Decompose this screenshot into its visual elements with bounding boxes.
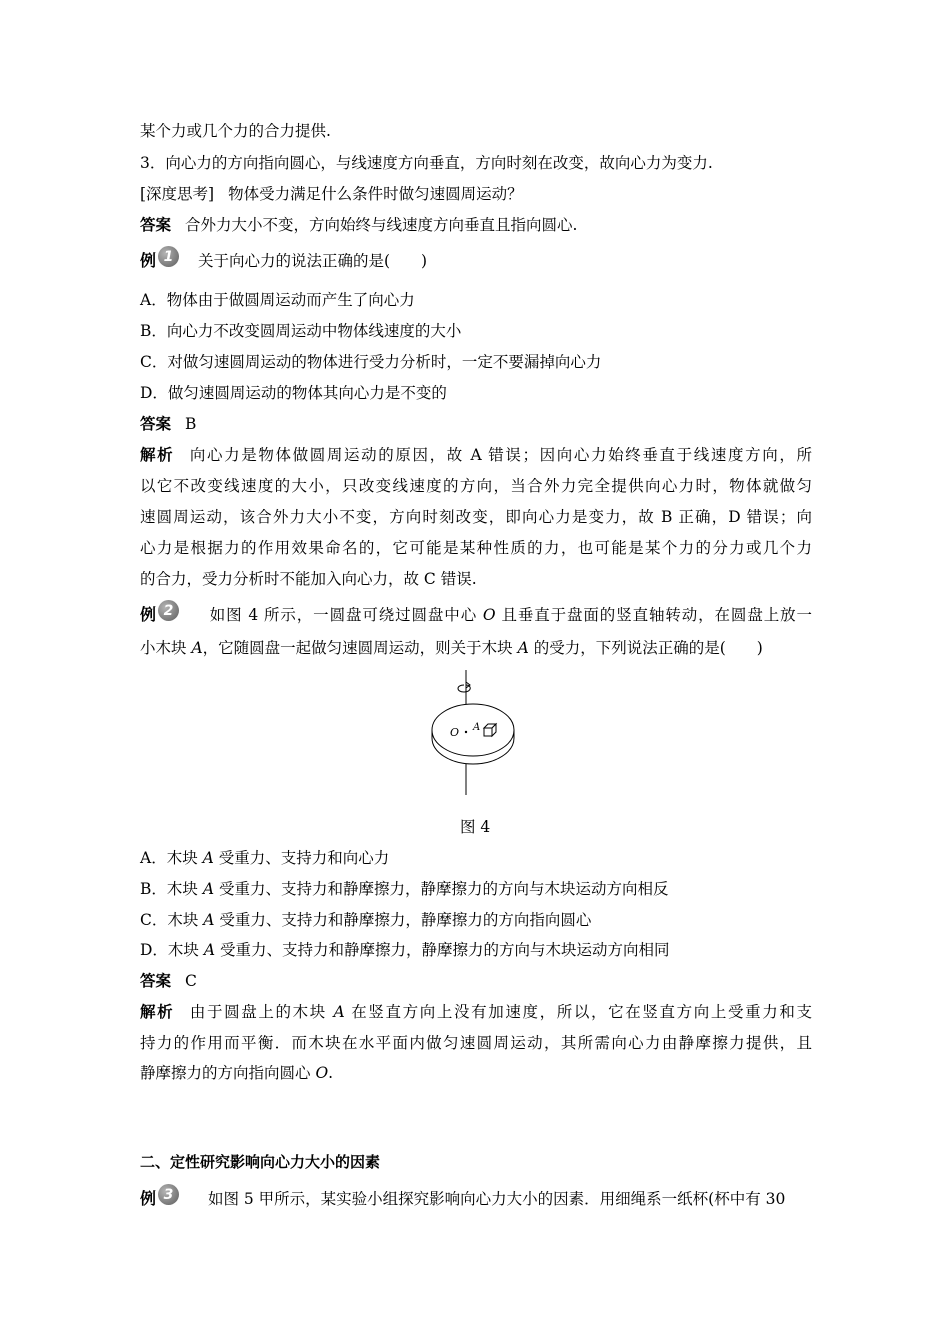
question-text: 小木块 [140,639,192,657]
example-1-question: 关于向心力的说法正确的是( ) [197,252,428,270]
example-label: 例 [140,251,157,270]
option-text: 受重力、支持力和向心力 [213,849,390,867]
option-c: C．对做匀速圆周运动的物体进行受力分析时，一定不要漏掉向心力 [140,353,602,371]
variable-a: A [203,911,215,929]
example-3-heading [140,1188,785,1210]
analysis-text: 静摩擦力的方向指向圆心 [140,1064,316,1082]
answer-line [140,970,197,992]
label-o: O [450,726,460,739]
example-number-badge: 3 [158,1184,179,1205]
analysis-line: 心力是根据力的作用效果命名的，它可能是某种性质的力，也可能是某个力的分力或几个力 [140,539,812,557]
deep-thinking-question: 物体受力满足什么条件时做匀速圆周运动？ [228,185,523,203]
option-text: A．木块 [140,849,203,867]
question-text: 如图 4 所示，一圆盘可绕过圆盘中心 [208,606,483,624]
option-text: 受重力、支持力和静摩擦力，静摩擦力的方向指向圆心 [214,911,592,929]
question-text: 的受力，下列说法正确的是( ) [528,639,763,657]
text-line: 3．向心力的方向指向圆心，与线速度方向垂直，方向时刻在改变，故向心力为变力. [140,154,713,172]
option-text: C．木块 [140,911,204,929]
label-a: A [473,722,481,733]
wooden-block [484,724,496,736]
option-text: 受重力、支持力和静摩擦力，静摩擦力的方向与木块运动方向相同 [215,941,670,959]
answer-value: C [185,972,197,990]
analysis-line: 以它不改变线速度的大小，只改变线速度的方向，当合外力完全提供向心力时，物体就做匀 [140,477,812,495]
option-text: B．木块 [140,880,203,898]
analysis-line: 速圆周运动，该合外力大小不变，方向时刻改变，即向心力是变力，故 B 正确，D 错误；向 [140,508,812,526]
example-label: 例 [140,1189,157,1208]
option-d [140,939,670,961]
example-2-heading [140,604,812,626]
answer-line [140,214,577,236]
answer-tag: 答案 [140,215,172,234]
variable-o: O [315,1064,329,1082]
variable-a: A [333,1003,345,1021]
analysis-text: 在竖直方向上没有加速度，所以，它在竖直方向上受重力和支 [344,1003,812,1021]
variable-o: O [482,606,496,624]
analysis-tag: 解析 [140,1002,175,1021]
analysis-line: 的合力，受力分析时不能加入向心力，故 C 错误. [140,570,477,588]
variable-a: A [191,639,203,657]
option-a: A．物体由于做圆周运动而产生了向心力 [140,291,415,309]
analysis-line: 持力的作用而平衡．而木块在水平面内做匀速圆周运动，其所需向心力由静摩擦力提供，且 [140,1034,812,1052]
question-text: ，它随圆盘一起做匀速圆周运动，则关于木块 [202,639,518,657]
option-b: B．向心力不改变圆周运动中物体线速度的大小 [140,322,462,340]
option-d: D．做匀速圆周运动的物体其向心力是不变的 [140,384,447,402]
option-a [140,847,389,869]
analysis-line [140,1062,333,1084]
section-2-title: 二、定性研究影响向心力大小的因素 [140,1153,381,1171]
analysis-text: 由于圆盘上的木块 [188,1003,334,1021]
option-b [140,878,668,900]
question-line [140,637,763,659]
answer-value: B [185,415,197,433]
example-number-badge: 2 [158,600,179,621]
text-line: 某个力或几个力的合力提供. [140,122,331,140]
option-text: 受重力、支持力和静摩擦力，静摩擦力的方向与木块运动方向相反 [214,880,669,898]
example-label: 例 [140,605,157,624]
example-number-badge: 1 [158,246,179,267]
option-text: D．木块 [140,941,204,959]
variable-a: A [202,880,215,898]
deep-thinking-line [140,183,523,205]
variable-a: A [517,639,529,657]
variable-a: A [203,941,216,959]
deep-thinking-tag: [深度思考] [140,185,215,203]
variable-a: A [202,849,214,867]
analysis-line [140,1001,812,1023]
question-text: 且垂直于盘面的竖直轴转动，在圆盘上放一 [495,606,812,624]
answer-tag: 答案 [140,414,172,433]
answer-line [140,413,196,435]
figure-rotating-disk [430,670,520,805]
figure-caption: 图 4 [460,818,491,836]
analysis-text: 向心力是物体做圆周运动的原因，故 A 错误；因向心力始终垂直于线速度方向，所 [188,446,812,464]
analysis-line [140,444,812,466]
example-3-question: 如图 5 甲所示，某实验小组探究影响向心力大小的因素．用细绳系一纸杯(杯中有 30 [207,1190,786,1208]
answer-text: 合外力大小不变，方向始终与线速度方向垂直且指向圆心. [185,216,578,234]
answer-tag: 答案 [140,971,172,990]
analysis-tag: 解析 [140,445,175,464]
example-1-heading [140,250,427,272]
analysis-text: . [328,1064,334,1082]
option-c [140,909,591,931]
